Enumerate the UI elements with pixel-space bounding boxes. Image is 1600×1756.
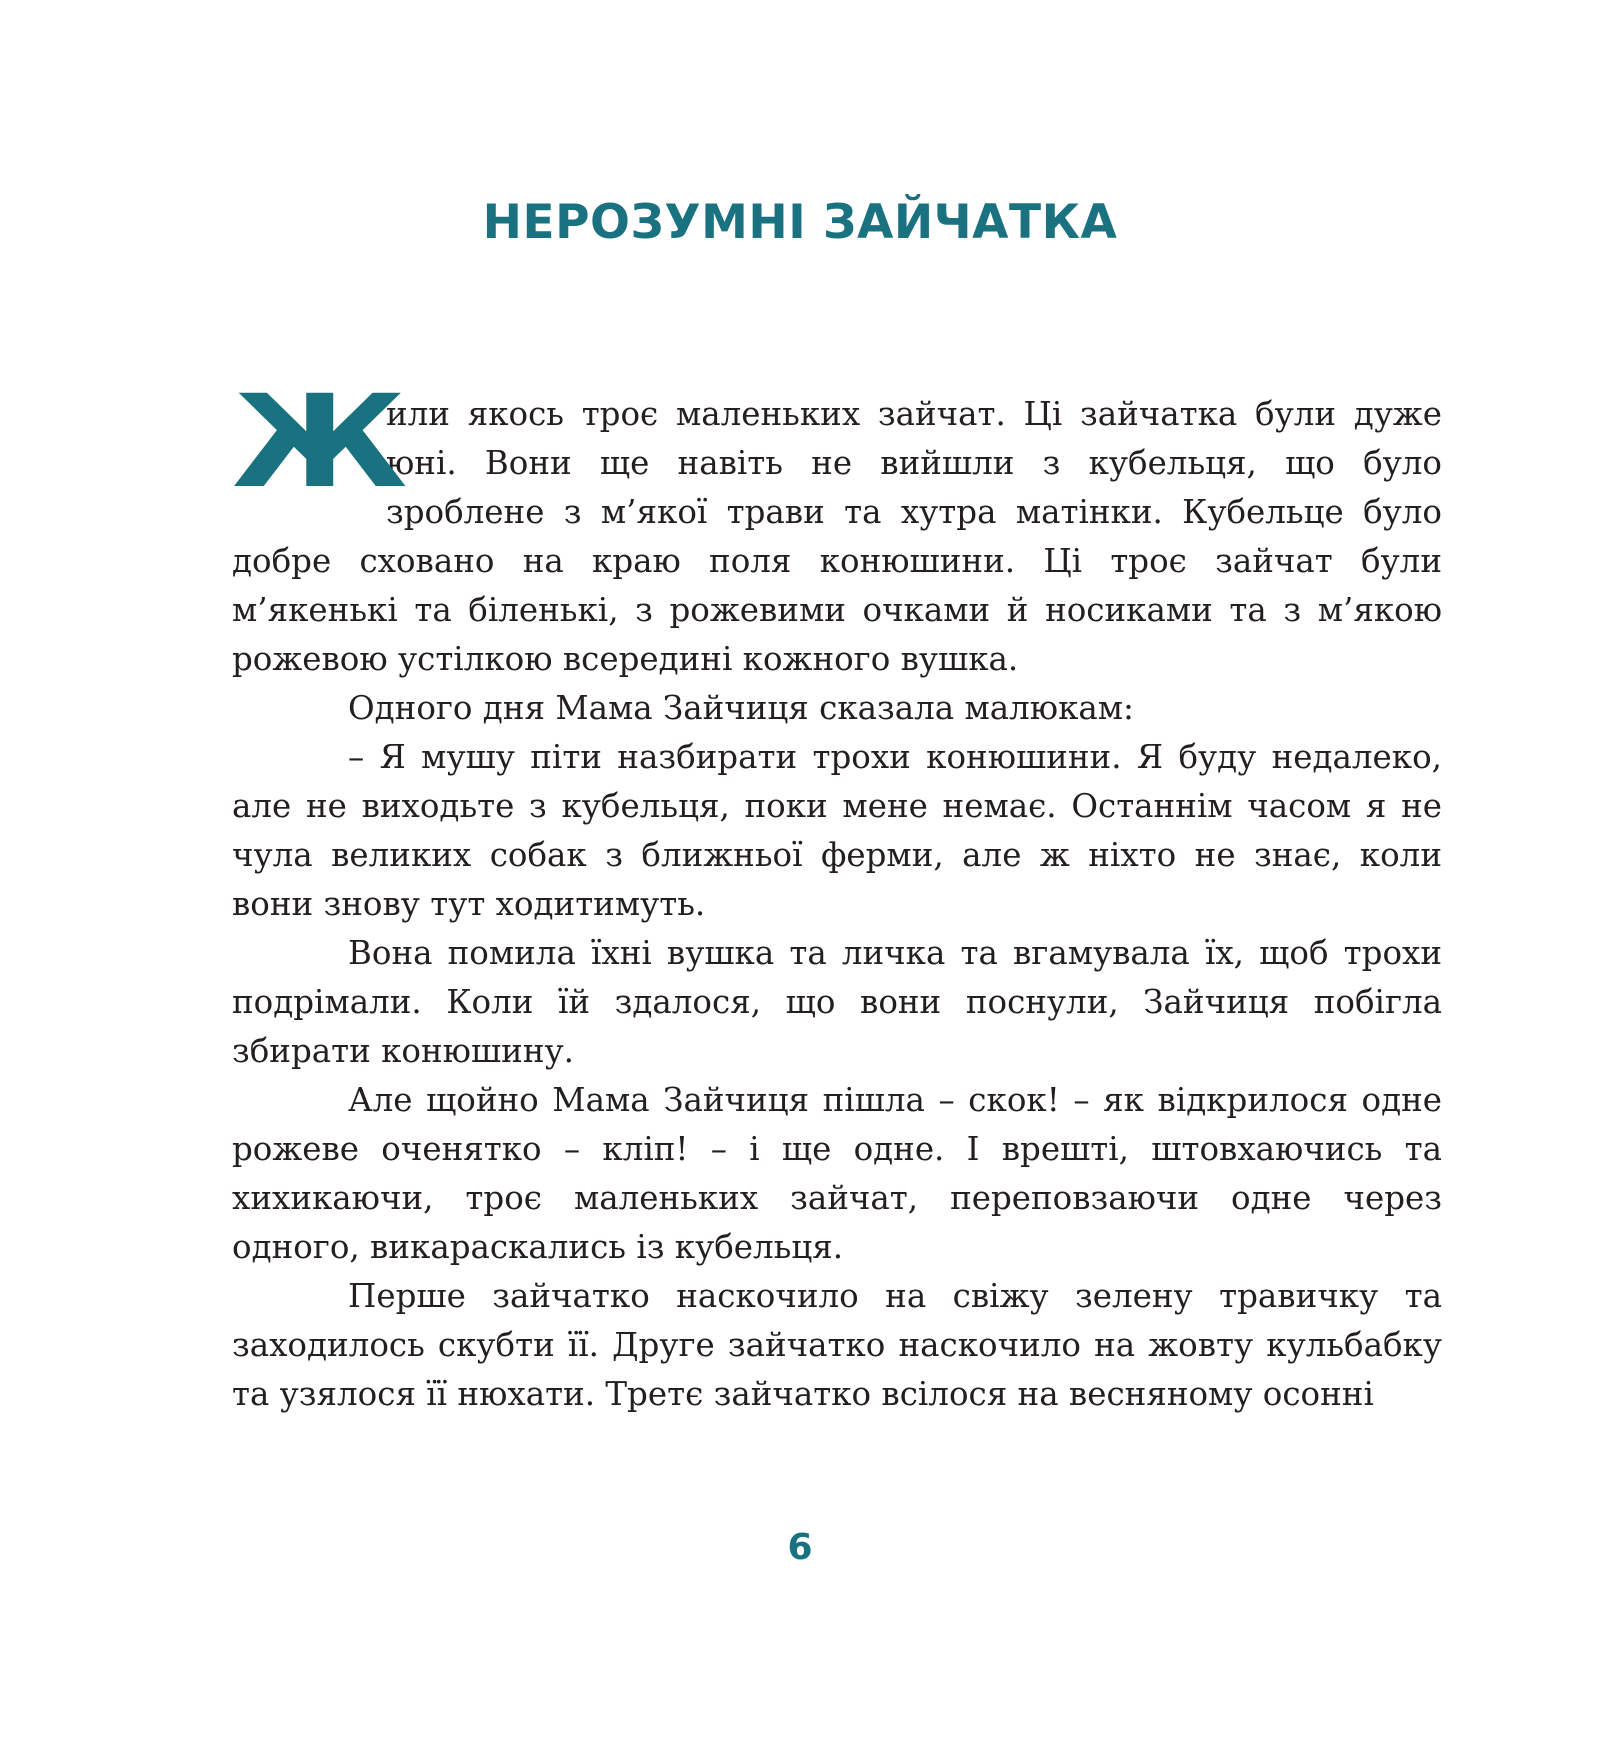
paragraph-1 xyxy=(232,368,1442,684)
page-number: 6 xyxy=(787,1527,813,1568)
paragraph-text: или якось троє маленьких зайчат. Ці зайчатка були дуже юні. Вони ще навіть не вийшли з кубельця, що було зроблене з м’якої трави та хутра матінки. Кубельце було добре сховано на краю поля конюшини. Ці троє зайчат були м’якенькі та біленькі, з рожевими очками й носиками та з м’якою рожевою устілкою всередині кожного вушка. xyxy=(232,395,1442,678)
paragraph-4: Вона помила їхні вушка та личка та вгамувала їх, щоб трохи подрімали. Коли їй здалося, що вони поснули, Зайчиця побігла збирати конюшину. xyxy=(232,934,1442,1070)
story-title: НЕРОЗУМНІ ЗАЙЧАТКА xyxy=(482,195,1118,250)
paragraph-5: Але щойно Мама Зайчиця пішла – скок! – як відкрилося одне рожеве оченятко – кліп! – і ще одне. І врешті, штовхаючись та хихикаючи, троє маленьких зайчат, переповзаючи одне через одного, викараскались із кубельця. xyxy=(232,1081,1442,1266)
paragraph-2: Одного дня Мама Зайчиця сказала малюкам: xyxy=(348,689,1134,727)
story-body xyxy=(232,368,1442,1419)
paragraph-3: – Я мушу піти назбирати трохи конюшини. Я буду недалеко, але не виходьте з кубельця, поки мене немає. Останнім часом я не чула великих собак з ближньої ферми, але ж ніхто не знає, коли вони знову тут ходитимуть. xyxy=(232,738,1442,923)
paragraph-6: Перше зайчатко наскочило на свіжу зелену травичку та заходилось скубти її. Друге зайчатко наскочило на жовту кульбабку та узялося її нюхати. Третє зайчатко всілося на весняному осонні xyxy=(232,1277,1442,1413)
drop-cap-letter: Ж xyxy=(232,368,408,517)
drop-cap-box xyxy=(232,368,408,517)
